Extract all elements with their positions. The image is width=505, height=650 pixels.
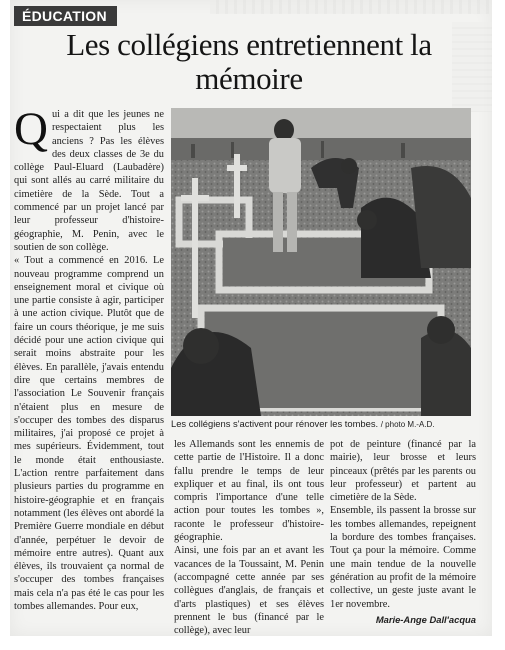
photo-credit: / photo M.-A.D. [380, 420, 435, 429]
article-headline: Les collégiens entretiennent la mémoire [66, 27, 432, 96]
article-photo [171, 108, 471, 416]
author-byline: Marie-Ange Dall'acqua [375, 614, 476, 625]
article-paragraph: Ensemble, ils passent la brosse sur les tombes allemandes, repeignent la bordure des tombes françaises. Tout ça pour la mémoire. Comme une main tendue de la nouvelle génération au profit de la mémoire collective, un geste juste avant le 1er novembre. [330, 505, 476, 610]
bleed-through-text [210, 0, 492, 14]
article-paragraph: « Tout a commencé en 2016. Le nouveau programme comprend un enseignement moral et civique où une partie consiste à agir, participer à une action civique. Plutôt que de faire un cours théorique, je me suis décidé pour une action civique qui serait moins abstraite pour les élèves. En parallèle, j'avais entendu dire que certains membres de l'association Le Souvenir français n'étaient plus en mesure de s'occuper des tombes des disparus militaires, j'ai proposé ce projet à mes supérieurs. Évidemment, tout le monde était enthousiaste. L'action rentre parfaitement dans plusieurs parties du programme en histoire-géographie et en français notamment (les élèves ont abordé la Première Guerre mondiale en début d'année, perpétuer le devoir de mémoire entre autres). Quant aux élèves, ils trouvaient ça normal de s'occuper des tombes françaises mais cela n'a pas été le cas pour les tombes allemandes. Pour eux, [14, 255, 164, 612]
drop-cap: Q [14, 103, 48, 155]
article-column-2 [174, 438, 324, 637]
article-paragraph: Ainsi, une fois par an et avant les vacances de la Toussaint, M. Penin (accompagné cette année par ses collègues d'anglais, de français et d'arts plastiques) et ses élèves prennent le bus (financé par le collège), avec leur [174, 545, 324, 637]
caption-text: Les collégiens s'activent pour rénover les tombes. [171, 418, 379, 429]
article-paragraph: les Allemands sont les ennemis de cette partie de l'Histoire. Il a donc fallu prendre le temps de leur expliquer et au final, ils ont tous compris l'importance d'une telle action pour toutes les tombes », raconte le professeur d'histoire-géographie. [174, 439, 324, 544]
section-label: ÉDUCATION [14, 6, 117, 26]
article-paragraph: pot de peinture (financé par la mairie), leur brosse et leurs pinceaux (prêtés par les parents ou leur professeur) et partent au cimetière de la Sède. [330, 439, 476, 504]
photo-caption [171, 418, 471, 431]
article-column-1 [14, 103, 164, 613]
article-paragraph: ui a dit que les jeunes ne respectaient plus les anciens ? Pas les élèves des deux classes de 3e du collège Paul-Eluard (Laubadère) qui sont allés au carré militaire du cimetière de la Sède. Tout a commencé par un projet lancé par leur professeur d'histoire-géographie, M. Penin, avec le soutien de son collège. [14, 109, 164, 253]
article-column-3 [330, 438, 476, 611]
